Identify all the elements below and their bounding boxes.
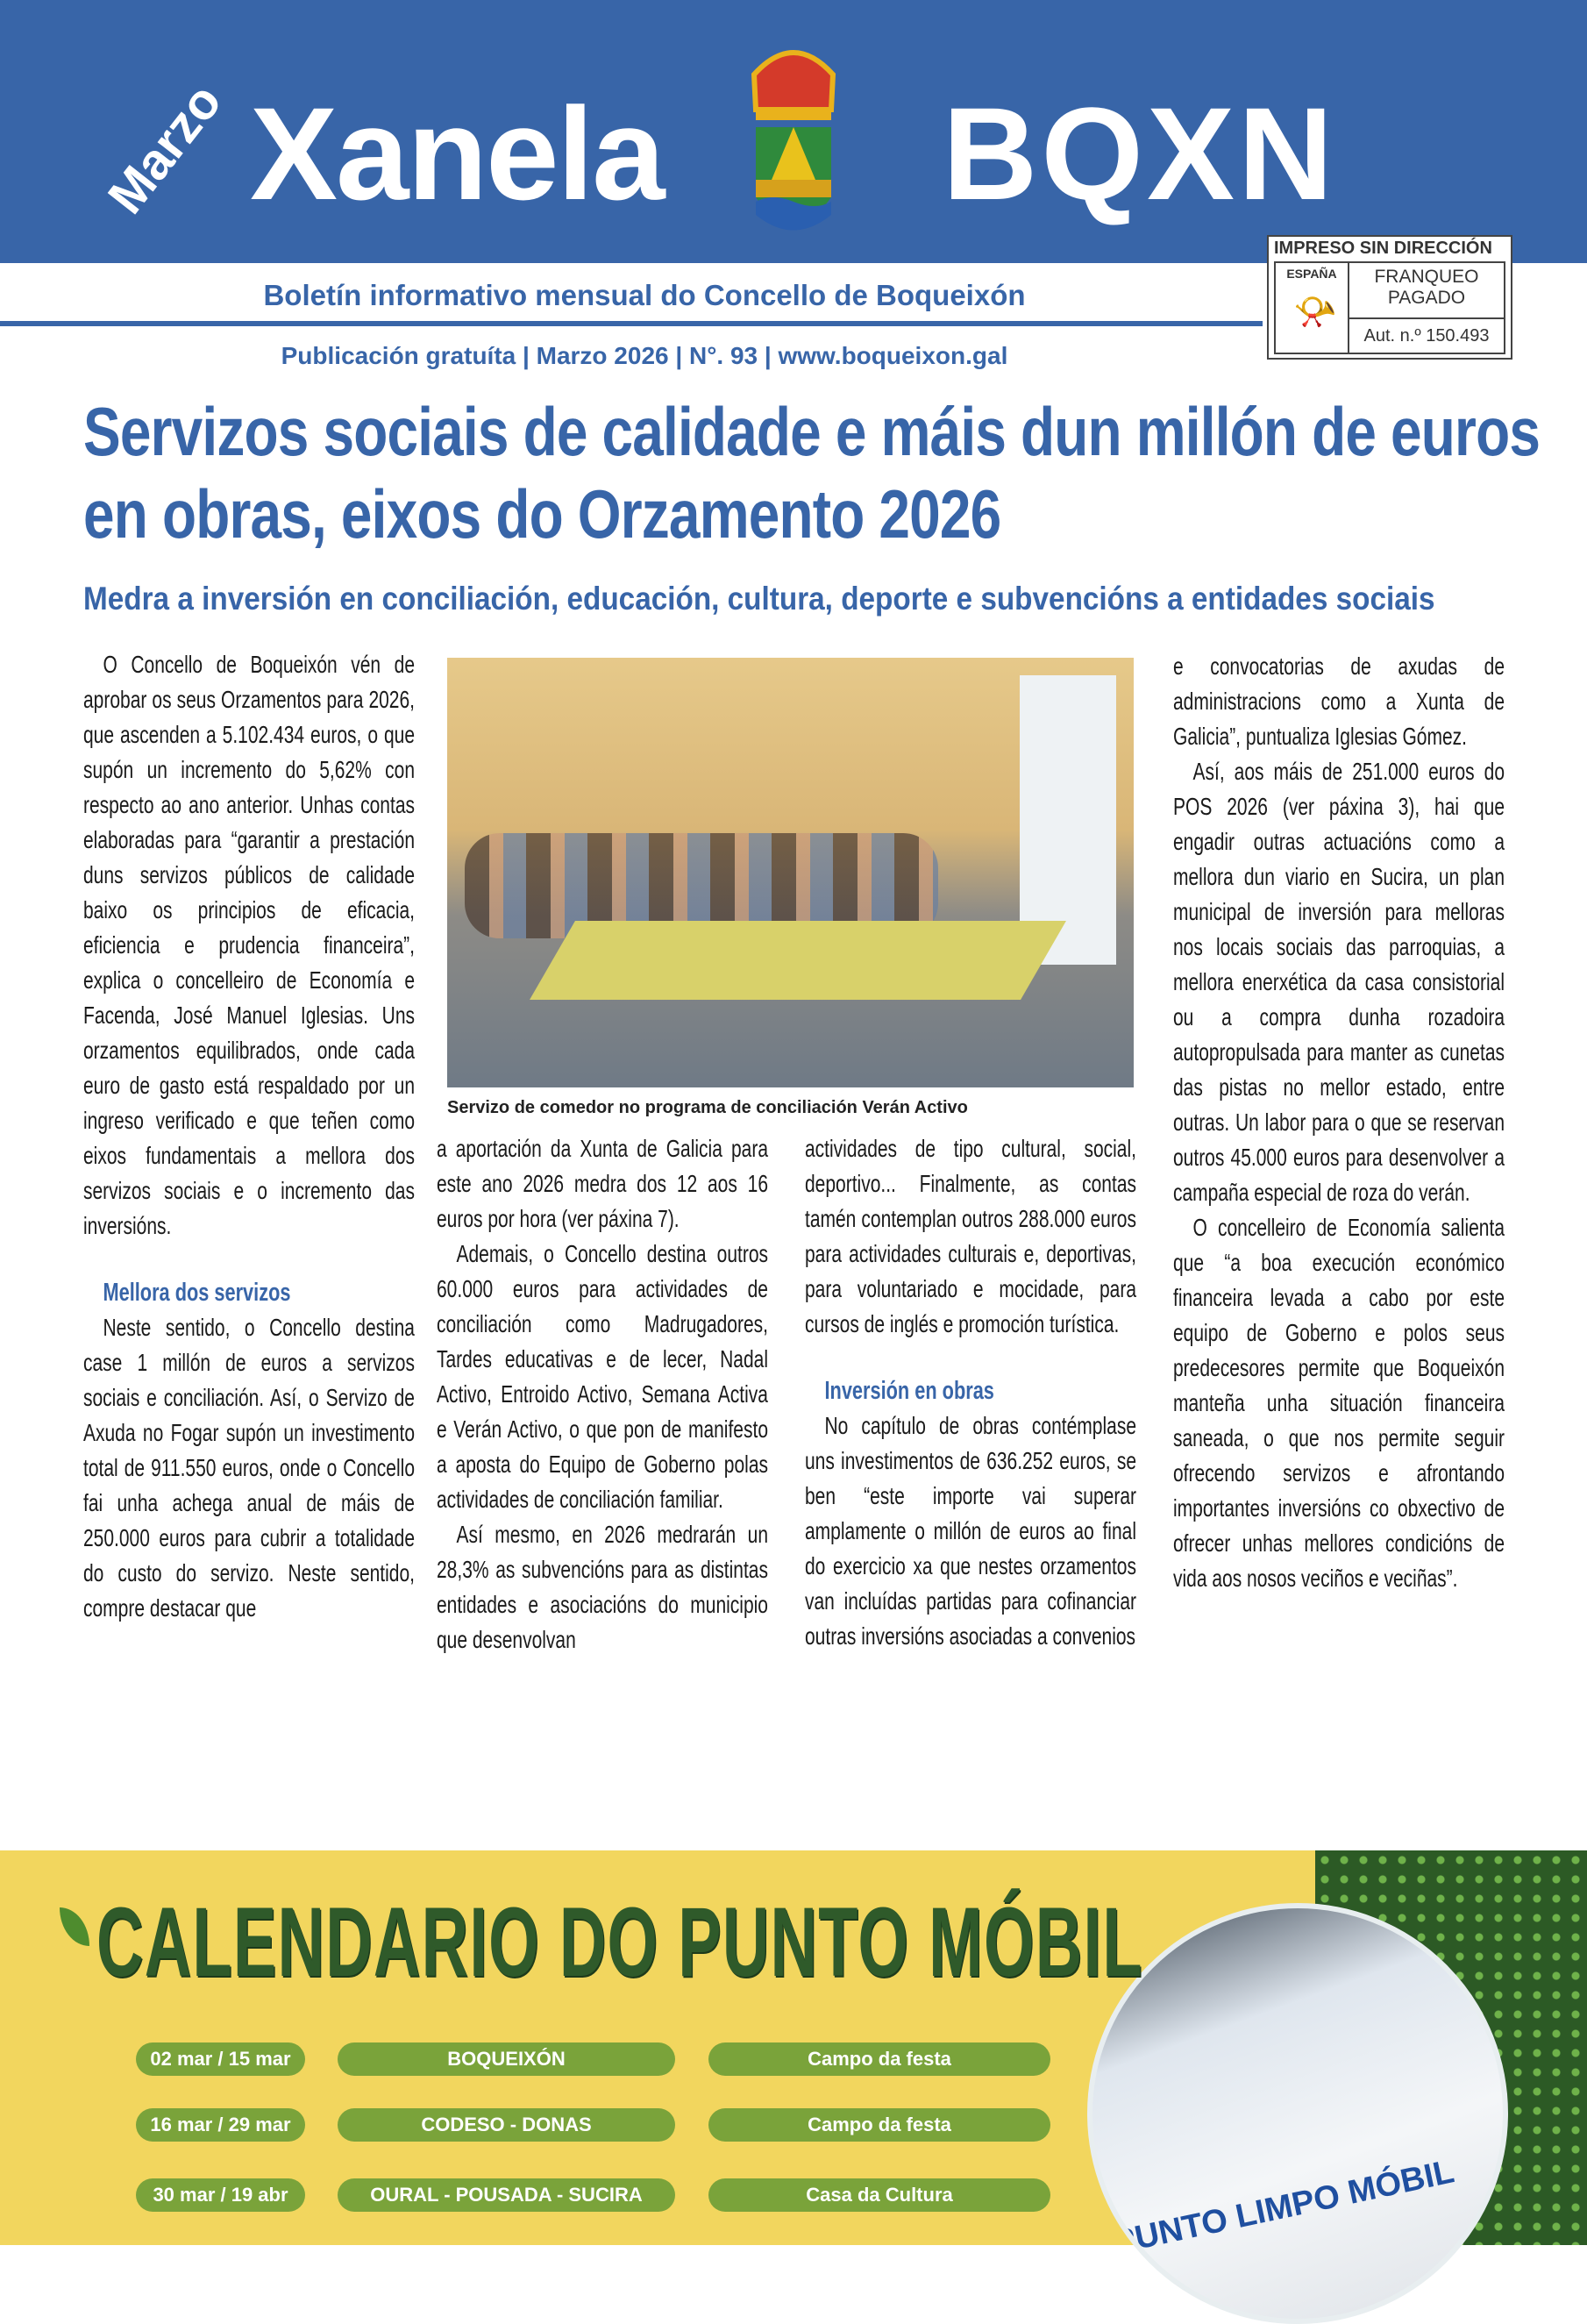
paragraph: Ademais, o Concello destina outros 60.000 euros para actividades de conciliación como Madrugadores, Tardes educativas e de lecer, Nadal Activo, Entroido Activo, Semana Activa e Verán Activo, o que pon de manifesto a aposta do Equipo de Goberno polas actividades de conciliación familiar. bbox=[437, 1240, 768, 1513]
postage-stamp bbox=[1267, 235, 1512, 360]
subheadline: Medra a inversión en conciliación, educación, cultura, deporte e subvencións a entidades sociais bbox=[83, 581, 1435, 617]
article-column-3 bbox=[805, 1131, 1136, 1654]
stamp-line2: PAGADO bbox=[1387, 288, 1466, 308]
article-column-2 bbox=[437, 1131, 768, 1657]
post-horn-icon: 📯 bbox=[1293, 293, 1337, 331]
paragraph: a aportación da Xunta de Galicia para este ano 2026 medra dos 12 aos 16 euros por hora (ver páxina 7). bbox=[437, 1135, 768, 1232]
paragraph: actividades de tipo cultural, social, deportivo... Finalmente, as contas tamén contemplan outros 288.000 euros para actividades culturais e, deportivas, para voluntariado e mocidade, para cursos de inglés e promoción turística. bbox=[805, 1135, 1136, 1337]
calendar-location: Casa da Cultura bbox=[708, 2178, 1050, 2212]
photo-caption: Servizo de comedor no programa de conciliación Verán Activo bbox=[447, 1098, 968, 1117]
headline: Servizos sociais de calidade e máis dun millón de euros en obras, eixos do Orzamento 2026 bbox=[83, 393, 1541, 552]
punto-limpo-photo bbox=[1087, 1903, 1508, 2324]
calendar-place: BOQUEIXÓN bbox=[338, 2042, 675, 2076]
divider bbox=[0, 321, 1263, 326]
calendar-dates: 02 mar / 15 mar bbox=[136, 2042, 305, 2076]
stamp-line1: FRANQUEO bbox=[1374, 267, 1479, 287]
section-heading: Mellora dos servizos bbox=[103, 1279, 291, 1307]
coat-of-arms-logo bbox=[745, 39, 842, 241]
article-photo bbox=[447, 658, 1134, 1087]
stamp-top: IMPRESO SIN DIRECCIÓN bbox=[1274, 239, 1492, 258]
article-column-4 bbox=[1173, 649, 1505, 1596]
paragraph: O concelleiro de Economía salienta que “a boa execución económico financeira levada a cabo por este equipo de Goberno e polos seus predecesores permite que Boqueixón manteña unha situación financeira saneada, o que nos permite seguir ofrecendo servizos e afrontando importantes inversións co obxectivo de ofrecer unhas mellores condicións de vida aos nosos veciños e veciñas”. bbox=[1173, 1214, 1505, 1592]
calendar-location: Campo da festa bbox=[708, 2108, 1050, 2142]
photo-label: PUNTO LIMPO MÓBIL bbox=[1109, 2153, 1458, 2262]
section-heading: Inversión en obras bbox=[824, 1377, 994, 1405]
calendar-location: Campo da festa bbox=[708, 2042, 1050, 2076]
article-column-1 bbox=[83, 647, 415, 1626]
calendar-place: OURAL - POUSADA - SUCIRA bbox=[338, 2178, 675, 2212]
calendar-place: CODESO - DONAS bbox=[338, 2108, 675, 2142]
paragraph: Así, aos máis de 251.000 euros do POS 2026 (ver páxina 3), hai que engadir outras actuacións como a mellora dun viario en Sucira, un plan municipal de inversión para melloras nos locais sociais das parroquias, a mellora enerxética da casa consistorial ou a compra dunha rozadoira autopropulsada para manter as cunetas das pistas no mellor estado, entre outras. Un labor para o que se reservan outros 45.000 euros para desenvolver a campaña especial de roza do verán. bbox=[1173, 758, 1505, 1206]
masthead-title-right: BQXN bbox=[943, 80, 1337, 227]
paragraph: e convocatorias de axudas de administracions como a Xunta de Galicia”, puntualiza Iglesias Gómez. bbox=[1173, 652, 1505, 750]
paragraph: Neste sentido, o Concello destina case 1 millón de euros a servizos sociais e conciliación. Así, o Servizo de Axuda no Fogar supón un investimento total de 911.550 euros, onde o Concello fai unha achega anual de máis de 250.000 euros para cubrir a totalidade do custo do servizo. Neste sentido, compre destacar que bbox=[83, 1314, 415, 1622]
paragraph: O Concello de Boqueixón vén de aprobar os seus Orzamentos para 2026, que ascenden a 5.102.434 euros, o que supón un incremento do 5,62% con respecto ao ano anterior. Unhas contas elaboradas para “garantir a prestación duns servizos públicos de calidade baixo os principios de eficacia, eficiencia e prudencia financeira”, explica o concelleiro de Economía e Facenda, José Manuel Iglesias. Uns orzamentos equilibrados, onde cada euro de gasto está respaldado por un ingreso verificado e que teñen como eixos fundamentais a mellora dos servizos sociais e o incremento das inversións. bbox=[83, 651, 415, 1239]
month-label: Marzo bbox=[96, 73, 233, 225]
paragraph: Así mesmo, en 2026 medrarán un 28,3% as subvencións para as distintas entidades e asociacións do municipio que desenvolvan bbox=[437, 1521, 768, 1653]
publication-info: Publicación gratuíta | Marzo 2026 | N°. 93 | www.boqueixon.gal bbox=[281, 342, 1008, 369]
paragraph: No capítulo de obras contémplase uns investimentos de 636.252 euros, se ben “este importe vai superar amplamente o millón de euros ao final do exercicio xa que nestes orzamentos van incluídas partidas para cofinanciar outras inversións asociadas a convenios bbox=[805, 1412, 1136, 1650]
calendar-dates: 16 mar / 29 mar bbox=[136, 2108, 305, 2142]
stamp-auth: Aut. n.º 150.493 bbox=[1363, 326, 1490, 346]
masthead-title-left: Xanela bbox=[250, 80, 664, 227]
bulletin-subtitle: Boletín informativo mensual do Concello de Boqueixón bbox=[263, 279, 1026, 311]
stamp-country: ESPAÑA bbox=[1286, 267, 1337, 281]
calendar-dates: 30 mar / 19 abr bbox=[136, 2178, 305, 2212]
calendar-title: CALENDARIO DO PUNTO MÓBIL bbox=[96, 1887, 1143, 1997]
